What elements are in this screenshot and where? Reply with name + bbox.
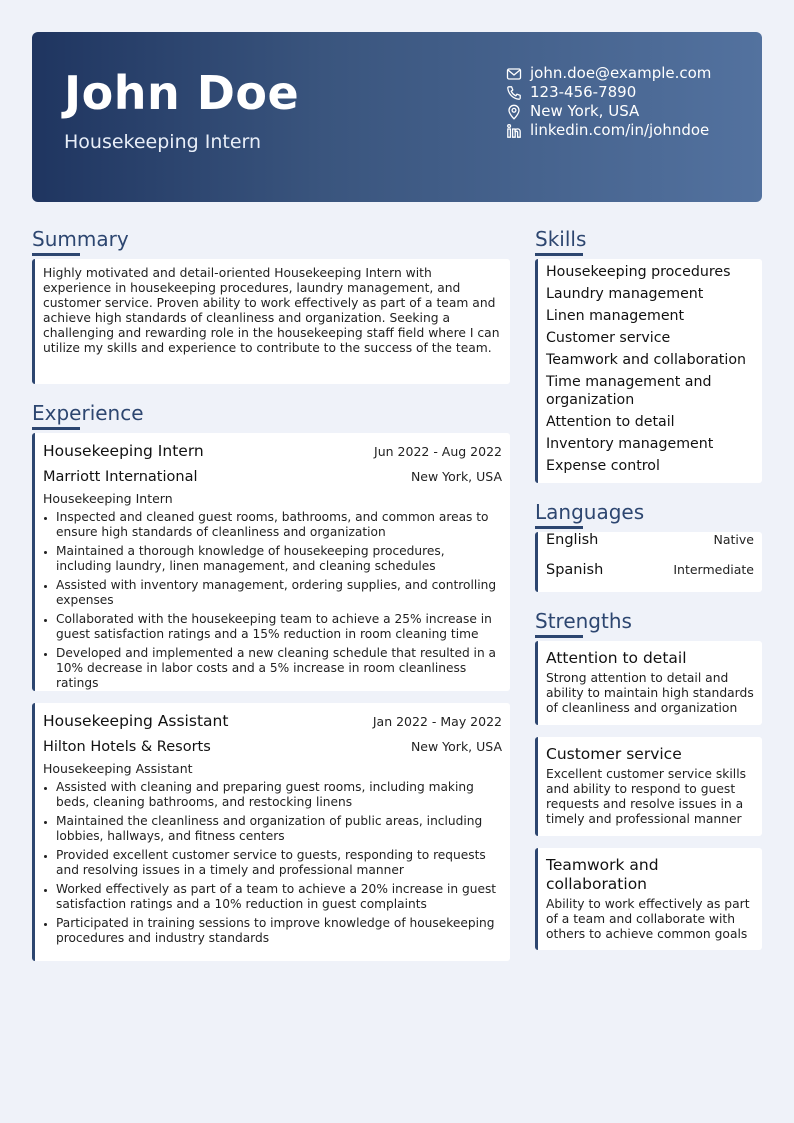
language-name: Spanish — [546, 562, 604, 578]
job-subtitle: Housekeeping Intern — [43, 491, 173, 506]
contact-linkedin[interactable] — [506, 121, 711, 140]
skills-heading-rule — [535, 253, 583, 256]
job-header — [43, 441, 502, 461]
job-bullet: Worked effectively as part of a team to achieve a 20% increase in guest satisfaction ratings and a 10% reduction in guest complaints — [43, 882, 502, 912]
job-company: Hilton Hotels & Resorts — [43, 739, 211, 755]
skills-heading: Skills — [535, 227, 587, 251]
experience-heading: Experience — [32, 401, 144, 425]
contact-email-text: john.doe@example.com — [530, 64, 712, 82]
skill-item: Customer service — [546, 330, 671, 346]
languages-heading-rule — [535, 526, 583, 529]
strengths-heading: Strengths — [535, 609, 632, 633]
contact-phone[interactable] — [506, 83, 711, 102]
skill-item: Linen management — [546, 308, 685, 324]
job-bullets — [43, 510, 502, 691]
contact-list — [506, 64, 711, 140]
languages-card — [535, 532, 762, 592]
candidate-name: John Doe — [64, 66, 300, 120]
job-title: Housekeeping Assistant — [43, 712, 229, 730]
job-bullet: Maintained the cleanliness and organization of public areas, including lobbies, hallways, and fitness centers — [43, 814, 502, 844]
strength-card — [535, 848, 762, 950]
job-bullets — [43, 780, 502, 946]
summary-text: Highly motivated and detail-oriented Housekeeping Intern with experience in housekeeping procedures, laundry management, and customer service. Proven ability to work effectively as part of a team and achieve high standards of cleanliness and organization. Seeking a challenging and rewarding role in the housekeeping staff field where I can utilize my skills and experience to contribute to the success of the team. — [43, 266, 500, 355]
job-bullet: Inspected and cleaned guest rooms, bathrooms, and common areas to ensure high standards of cleanliness and organization — [43, 510, 502, 540]
language-level: Intermediate — [673, 562, 754, 577]
mail-icon — [506, 66, 522, 82]
summary-heading-rule — [32, 253, 80, 256]
strengths-heading-rule — [535, 635, 583, 638]
strength-description: Strong attention to detail and ability to maintain high standards of cleanliness and organization — [546, 671, 754, 715]
language-name: English — [546, 532, 599, 548]
job-bullet: Maintained a thorough knowledge of housekeeping procedures, including laundry, linen management, and cleaning schedules — [43, 544, 502, 574]
job-location: New York, USA — [410, 739, 502, 754]
skill-item: Inventory management — [546, 436, 714, 452]
languages-heading: Languages — [535, 500, 645, 524]
job-card — [32, 433, 510, 691]
strength-card — [535, 641, 762, 725]
job-bullet: Provided excellent customer service to guests, responding to requests and resolving issues in a timely and professional manner — [43, 848, 502, 878]
job-card — [32, 703, 510, 961]
contact-location-text: New York, USA — [530, 102, 640, 120]
contact-location — [506, 102, 711, 121]
job-bullet: Assisted with inventory management, ordering supplies, and controlling expenses — [43, 578, 502, 608]
skill-item: Teamwork and collaboration — [546, 352, 746, 368]
job-bullet: Collaborated with the housekeeping team to achieve a 25% increase in guest satisfaction ratings and a 15% reduction in room cleaning time — [43, 612, 502, 642]
summary-card — [32, 259, 510, 384]
candidate-role: Housekeeping Intern — [64, 131, 262, 153]
skill-item: Attention to detail — [546, 414, 675, 430]
strength-title: Teamwork and collaboration — [546, 856, 659, 893]
phone-icon — [506, 85, 522, 101]
job-bullet: Developed and implemented a new cleaning schedule that resulted in a 10% decrease in labor costs and a 5% increase in room cleanliness ratings — [43, 646, 502, 691]
job-dates: Jun 2022 - Aug 2022 — [374, 444, 502, 459]
job-company-row — [43, 467, 502, 487]
strength-description: Excellent customer service skills and ability to respond to guest requests and resolve issues in a timely and professional manner — [546, 767, 747, 826]
strength-description: Ability to work effectively as part of a team and collaborate with others to achieve common goals — [546, 897, 750, 941]
strength-title: Customer service — [546, 745, 682, 763]
resume-header — [32, 32, 762, 202]
job-title: Housekeeping Intern — [43, 442, 204, 460]
skill-item: Expense control — [546, 458, 660, 474]
skill-item: Housekeeping procedures — [546, 264, 731, 280]
job-bullet: Participated in training sessions to improve knowledge of housekeeping procedures and industry standards — [43, 916, 502, 946]
summary-heading: Summary — [32, 227, 129, 251]
job-subtitle: Housekeeping Assistant — [43, 761, 193, 776]
language-row — [546, 532, 754, 562]
contact-linkedin-text: linkedin.com/in/johndoe — [530, 121, 710, 139]
experience-heading-rule — [32, 427, 80, 430]
contact-phone-text: 123-456-7890 — [530, 83, 637, 101]
skill-item: Laundry management — [546, 286, 704, 302]
language-level: Native — [713, 532, 754, 547]
job-company-row — [43, 737, 502, 757]
language-row — [546, 562, 754, 592]
skills-card — [535, 259, 762, 483]
contact-email[interactable] — [506, 64, 711, 83]
job-header — [43, 711, 502, 731]
job-dates: Jan 2022 - May 2022 — [372, 714, 502, 729]
linkedin-icon — [506, 123, 522, 139]
job-location: New York, USA — [410, 469, 502, 484]
skill-item: Time management and organization — [546, 374, 712, 408]
strength-title: Attention to detail — [546, 649, 687, 667]
job-company: Marriott International — [43, 469, 198, 485]
strength-card — [535, 737, 762, 836]
job-bullet: Assisted with cleaning and preparing guest rooms, including making beds, cleaning bathrooms, and restocking linens — [43, 780, 502, 810]
location-icon — [506, 104, 522, 120]
